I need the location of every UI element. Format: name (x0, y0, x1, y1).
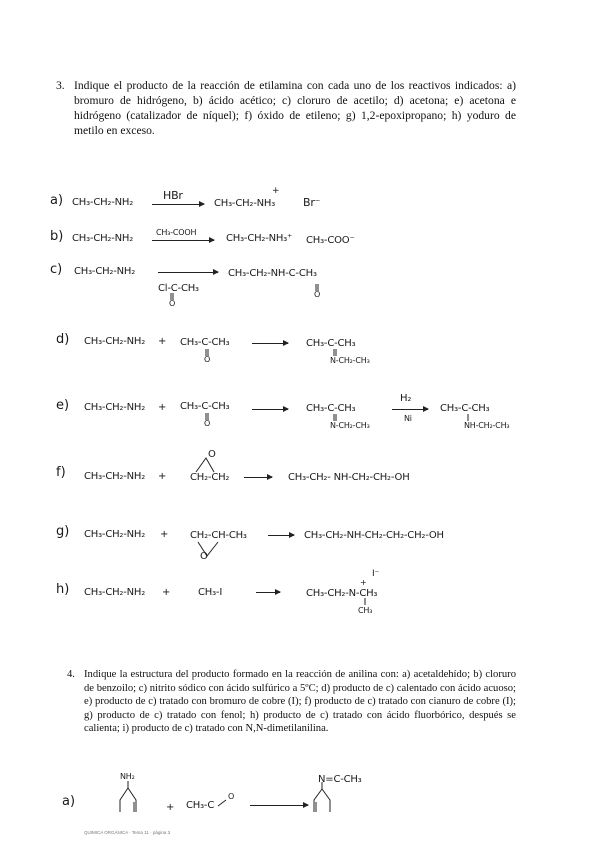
reaction-b-product: CH₃-CH₂-NH₃⁺ (226, 233, 293, 244)
reaction-g-product: CH₃-CH₂-NH-CH₂-CH₂-CH₂-OH (304, 530, 444, 541)
reaction-h-product-methyl: CH₃ (358, 606, 373, 615)
reaction-h-label: h) (56, 582, 70, 597)
reaction-d-reagent-oxygen: O (204, 355, 211, 364)
reaction-a-counterion: Br⁻ (303, 196, 321, 209)
page-footer: QUIMICA ORGÁNICA · Tema 11 · página 3 (84, 830, 171, 835)
q4a-reagent-oxygen: O (228, 792, 235, 801)
q4a-plus: + (166, 802, 175, 813)
reaction-d-product: CH₃-C-CH₃ (306, 338, 356, 349)
reaction-a-reagent: HBr (163, 189, 183, 202)
reaction-b-reagent: CH₃-COOH (156, 228, 197, 237)
reaction-e-reagent: CH₃-C-CH₃ (180, 401, 230, 412)
aniline-ring (120, 788, 136, 812)
reaction-e-plus: + (158, 402, 167, 413)
reaction-e-catalyst: Ni (404, 414, 412, 423)
reaction-e-reagent-oxygen: O (204, 419, 211, 428)
reaction-e-product-imine: N-CH₂-CH₃ (330, 421, 370, 430)
reaction-f-reactant: CH₃-CH₂-NH₂ (84, 471, 146, 482)
reaction-a-product: CH₃-CH₂-NH₃ (214, 198, 276, 209)
reaction-e-label: e) (56, 398, 70, 413)
q4a-aniline-nh2: NH₂ (120, 772, 135, 781)
reaction-f-reagent-oxygen: O (208, 449, 216, 460)
reaction-d-plus: + (158, 336, 167, 347)
question-4-text: Indique la estructura del producto formado en la reacción de anilina con: a) acetaldehído; b) cloruro de benzoilo; c) nitrito sódico con ácido sulfúrico a 5ºC; d) producto de c) calentado con ácido acuoso; e) producto de c) tratado con bromuro de cobre (I); f) producto de c) tratado con cianuro de cobre (I); g) producto de c) tratado con fenol; h) producto de c) tratado con ácido fluorbórico, después se calienta; i) producto de c) tratado con N,N-dimetilanilina. (84, 669, 516, 735)
reaction-f-reagent: CH₂-CH₂ (190, 472, 230, 483)
question-4-number: 4. (67, 669, 75, 680)
reaction-e-product2: CH₃-C-CH₃ (440, 403, 490, 414)
reaction-g-plus: + (160, 529, 169, 540)
question-3-number: 3. (56, 79, 65, 92)
reaction-c-product-oxygen: O (314, 290, 321, 299)
reaction-h-plus: + (162, 587, 171, 598)
question-3-text: Indique el producto de la reacción de etilamina con cada uno de los reactivos indicados: a) bromuro de hidrógeno, b) ácido acético; c) cloruro de acetilo; d) acetona; e) acetona e hidrógeno (catalizador de níquel); f) óxido de etileno; g) 1,2-epoxipropano; h) yoduro de metilo en exceso. (74, 79, 516, 137)
reaction-h-charge: + (360, 578, 367, 587)
reaction-e-product2-amine: NH-CH₂-CH₃ (464, 421, 510, 430)
product-ring (314, 789, 330, 812)
reaction-h-reactant: CH₃-CH₂-NH₂ (84, 587, 146, 598)
reaction-h-product: CH₃-CH₂-N-CH₃ (306, 588, 378, 599)
reaction-a-label: a) (50, 193, 64, 208)
reaction-h-reagent: CH₃-I (198, 587, 223, 598)
reaction-e-reagent2: H₂ (400, 393, 412, 404)
reaction-h-iodide: I⁻ (372, 569, 380, 579)
reaction-e-product: CH₃-C-CH₃ (306, 403, 356, 414)
aldehyde-co (218, 800, 226, 806)
q4a-product-imine: N=C-CH₃ (318, 774, 362, 785)
reaction-b-reactant: CH₃-CH₂-NH₂ (72, 233, 134, 244)
reaction-d-product-imine: N-CH₂-CH₃ (330, 356, 370, 365)
reaction-c-label: c) (50, 262, 63, 277)
reaction-d-reagent: CH₃-C-CH₃ (180, 337, 230, 348)
reaction-e-reactant: CH₃-CH₂-NH₂ (84, 402, 146, 413)
reaction-c-reagent-oxygen: O (169, 299, 176, 308)
reaction-g-reagent: CH₂-CH-CH₃ (190, 530, 247, 541)
reaction-b-label: b) (50, 229, 64, 244)
reaction-c-reagent: Cl-C-CH₃ (158, 283, 199, 294)
reaction-d-reactant: CH₃-CH₂-NH₂ (84, 336, 146, 347)
reaction-b-counterion: CH₃-COO⁻ (306, 235, 355, 246)
reaction-g-reactant: CH₃-CH₂-NH₂ (84, 529, 146, 540)
reaction-f-plus: + (158, 471, 167, 482)
bond-f-epoxide (196, 458, 214, 472)
reaction-g-label: g) (56, 524, 70, 539)
reaction-f-product: CH₃-CH₂- NH-CH₂-CH₂-OH (288, 472, 410, 483)
reaction-c-product: CH₃-CH₂-NH-C-CH₃ (228, 268, 317, 279)
q4a-reagent: CH₃-C (186, 800, 215, 811)
reaction-a-reactant: CH₃-CH₂-NH₂ (72, 197, 134, 208)
reaction-c-reactant: CH₃-CH₂-NH₂ (74, 266, 136, 277)
reaction-d-label: d) (56, 332, 70, 347)
q4a-label: a) (62, 794, 76, 809)
question-4 (67, 668, 516, 736)
reaction-a-charge: + (272, 186, 280, 196)
reaction-g-reagent-oxygen: O (200, 551, 208, 562)
reaction-f-label: f) (56, 465, 66, 480)
